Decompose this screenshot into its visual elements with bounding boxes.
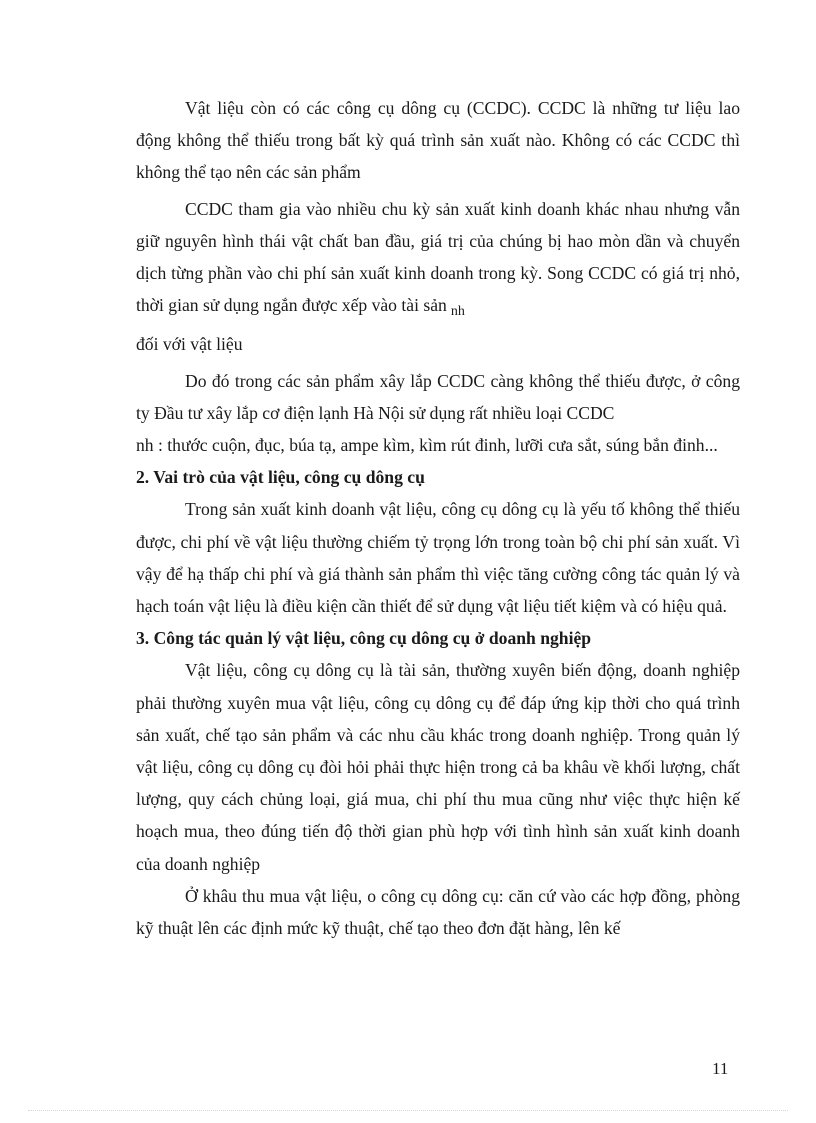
paragraph-role	[136, 493, 740, 622]
page-bottom-divider	[28, 1110, 788, 1111]
page-content	[136, 92, 740, 944]
paragraph-text: Ở khâu thu mua vật liệu, o công cụ dông cụ: căn cứ vào các hợp đồng, phòng kỹ thuật lên các định mức kỹ thuật, chế tạo theo đơn đặt hàng, lên kế	[136, 885, 740, 939]
paragraph-tail: : thước cuộn, đục, búa tạ, ampe kìm, kìm rút đinh, lưỡi cưa sắt, súng bắn đinh...	[153, 435, 718, 456]
paragraph-management	[136, 654, 740, 879]
paragraph-ccdc-examples	[136, 365, 740, 462]
paragraph-text: Vật liệu còn có các công cụ dông cụ (CCDC). CCDC là những tư liệu lao động không thể thiếu trong bất kỳ quá trình sản xuất nào. Không có các CCDC thì không thể tạo nên các sản phẩm	[136, 98, 740, 183]
paragraph-text: Vật liệu, công cụ dông cụ là tài sản, thường xuyên biến động, doanh nghiệp phải thường xuyên mua vật liệu, công cụ dông cụ để đáp ứng kịp thời cho quá trình sản xuất, chế tạo sản phẩm và các nhu cầu khác trong doanh nghiệp. Trong quản lý vật liệu, công cụ dông cụ đòi hỏi phải thực hiện trong cả ba khâu về khối lượng, chất lượng, quy cách chủng loại, giá mua, chi phí thu mua cũng như việc thực hiện kế hoạch mua, theo đúng tiến độ thời gian phù hợp với tình hình sản xuất kinh doanh của doanh nghiệp	[136, 660, 740, 874]
section-heading-management: 3. Công tác quản lý vật liệu, công cụ dông cụ ở doanh nghiệp	[136, 628, 592, 649]
paragraph-marker: nh	[450, 304, 465, 320]
paragraph-text: CCDC tham gia vào nhiều chu kỳ sản xuất kinh doanh khác nhau nhưng vẫn giữ nguyên hình thái vật chất ban đầu, giá trị của chúng bị hao mòn dần và chuyển dịch từng phần vào chi phí sản xuất kinh doanh trong kỳ. Song CCDC có giá trị nhỏ, thời gian sử dụng ngắn được xếp vào tài sản	[136, 198, 740, 316]
section-heading-role: 2. Vai trò của vật liệu, công cụ dông cụ	[136, 467, 425, 488]
paragraph-text: Do đó trong các sản phẩm xây lắp CCDC càng không thể thiếu được, ở công ty Đầu tư xây lắp cơ điện lạnh Hà Nội sử dụng rất nhiều loại CCDC	[136, 370, 740, 423]
paragraph-ccdc-intro	[136, 92, 740, 189]
paragraph-text: Trong sản xuất kinh doanh vật liệu, công cụ dông cụ là yếu tố không thể thiếu được, chi phí về vật liệu thường chiếm tỷ trọng lớn trong toàn bộ chi phí sản xuất. Vì vậy để hạ thấp chi phí và giá thành sản phẩm thì việc tăng cường công tác quản lý và hạch toán vật liệu là điều kiện cần thiết để sử dụng vật liệu tiết kiệm và có hiệu quả.	[136, 499, 740, 617]
paragraph-purchasing	[136, 880, 740, 944]
paragraph-tail: đối với vật liệu	[136, 334, 243, 355]
paragraph-ccdc-lifecycle	[136, 193, 740, 361]
page-number: 11	[712, 1059, 729, 1078]
paragraph-marker: nh	[136, 435, 154, 456]
